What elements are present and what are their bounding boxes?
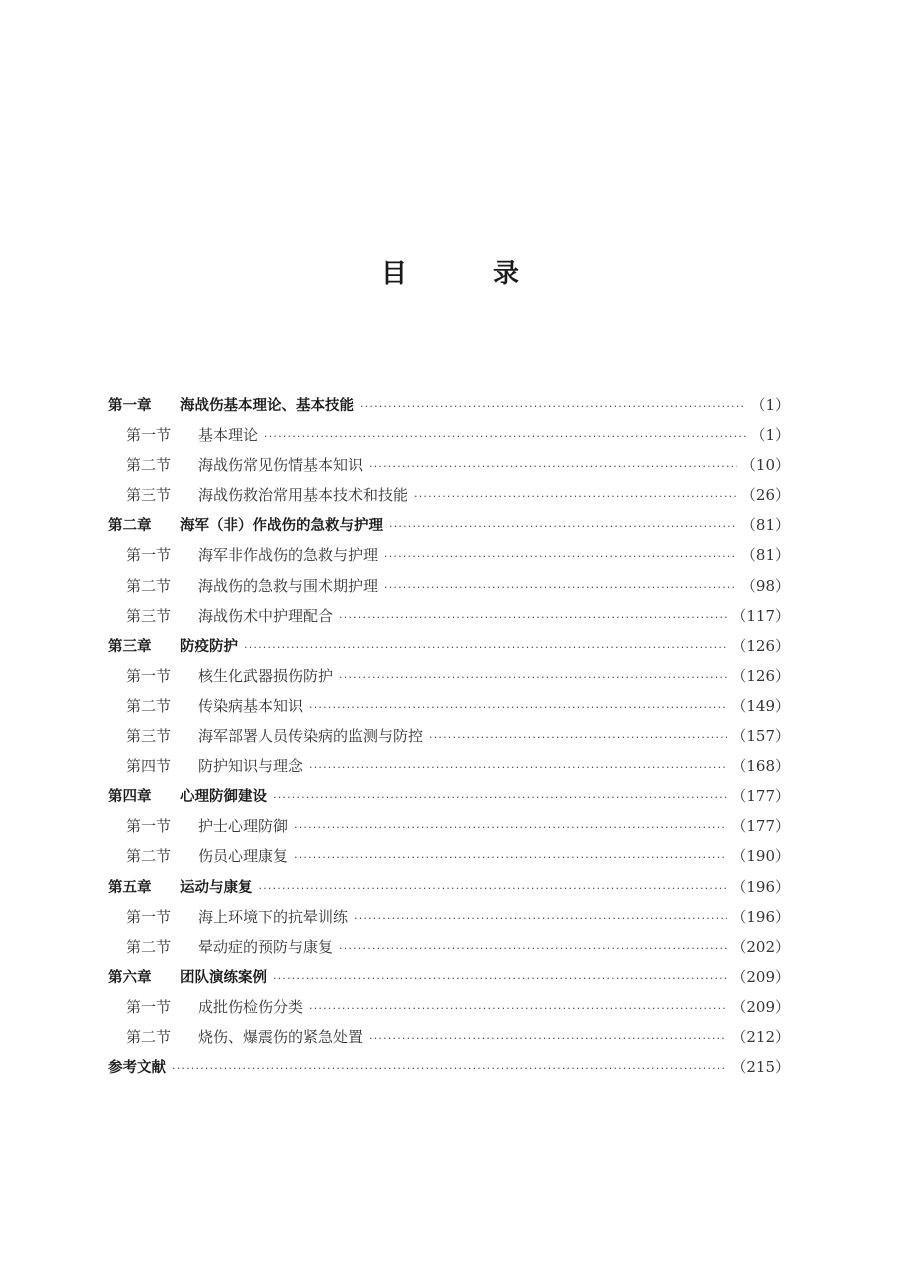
toc-chapter-entry[interactable] <box>108 781 790 811</box>
toc-entry-number: 第一节 <box>126 997 172 1016</box>
toc-leader-dots <box>273 964 727 994</box>
toc-leader-dots <box>339 934 727 964</box>
toc-entry-number: 第二节 <box>126 1027 172 1046</box>
toc-section-entry[interactable] <box>108 992 790 1022</box>
table-of-contents <box>108 390 790 1082</box>
toc-entry-number: 第一章 <box>108 398 152 414</box>
toc-entry-number: 第二节 <box>126 847 172 866</box>
toc-section-entry[interactable] <box>108 1022 790 1052</box>
toc-entry-title: 海军非作战伤的急救与护理 <box>198 546 379 565</box>
toc-entry-title: 护士心理防御 <box>198 817 289 836</box>
toc-entry-title: 传染病基本知识 <box>198 696 304 715</box>
toc-leader-dots <box>339 603 727 633</box>
toc-leader-dots <box>369 1024 727 1054</box>
toc-leader-dots <box>264 422 746 452</box>
toc-section-entry[interactable] <box>108 661 790 691</box>
toc-entry-title: 海战伤的急救与围术期护理 <box>198 576 379 595</box>
toc-entry-number: 第三章 <box>108 638 152 655</box>
toc-leader-dots <box>244 633 727 663</box>
toc-chapter-entry[interactable] <box>108 510 790 540</box>
toc-entry-page: （10） <box>740 456 790 475</box>
toc-section-entry[interactable] <box>108 751 790 781</box>
toc-entry-page: （209） <box>731 997 790 1016</box>
toc-section-entry[interactable] <box>108 932 790 962</box>
toc-entry-page: （202） <box>731 937 790 956</box>
toc-chapter-entry[interactable] <box>108 1052 790 1082</box>
toc-entry-title: 海军部署人员传染病的监测与防控 <box>198 727 424 746</box>
toc-leader-dots <box>309 693 727 723</box>
toc-entry-number: 第二节 <box>126 576 172 595</box>
toc-entry-page: （209） <box>731 967 790 986</box>
toc-section-entry[interactable] <box>108 450 790 480</box>
toc-entry-page: （168） <box>731 757 790 776</box>
toc-leader-dots <box>172 1054 727 1084</box>
toc-entry-title: 运动与康复 <box>180 879 253 896</box>
toc-entry-title: 海军（非）作战伤的急救与护理 <box>180 518 383 535</box>
toc-entry-number: 第三节 <box>126 727 172 746</box>
toc-entry-page: （26） <box>740 486 790 505</box>
toc-chapter-entry[interactable] <box>108 631 790 661</box>
toc-entry-number: 第一节 <box>126 426 172 445</box>
page-title: 目 录 <box>380 259 549 289</box>
toc-section-entry[interactable] <box>108 601 790 631</box>
toc-entry-number: 第一节 <box>126 666 172 685</box>
toc-entry-title: 伤员心理康复 <box>198 847 289 866</box>
toc-entry-page: （98） <box>740 576 790 595</box>
toc-leader-dots <box>354 904 727 934</box>
toc-entry-number: 第二节 <box>126 696 172 715</box>
toc-leader-dots <box>309 753 727 783</box>
toc-entry-title: 核生化武器损伤防护 <box>198 666 334 685</box>
toc-leader-dots <box>389 512 737 542</box>
toc-chapter-entry[interactable] <box>108 962 790 992</box>
toc-leader-dots <box>384 573 737 603</box>
toc-entry-number: 第一节 <box>126 546 172 565</box>
toc-entry-number: 第二节 <box>126 456 172 475</box>
toc-leader-dots <box>414 482 737 512</box>
toc-entry-title: 防疫防护 <box>180 638 238 655</box>
toc-entry-title: 心理防御建设 <box>180 789 267 806</box>
toc-entry-title: 晕动症的预防与康复 <box>198 937 334 956</box>
toc-entry-number: 第一节 <box>126 817 172 836</box>
toc-entry-title: 海战伤救治常用基本技术和技能 <box>198 486 409 505</box>
toc-entry-title: 团队演练案例 <box>180 969 267 986</box>
toc-entry-page: （81） <box>740 516 790 535</box>
toc-leader-dots <box>429 723 727 753</box>
toc-chapter-entry[interactable] <box>108 872 790 902</box>
toc-leader-dots <box>369 452 737 482</box>
toc-leader-dots <box>259 874 728 904</box>
toc-entry-page: （190） <box>731 847 790 866</box>
toc-entry-page: （177） <box>731 817 790 836</box>
toc-entry-page: （177） <box>731 787 790 806</box>
toc-entry-number: 第一节 <box>126 907 172 926</box>
toc-entry-number: 第三节 <box>126 606 172 625</box>
toc-entry-number: 第二章 <box>108 518 152 535</box>
toc-entry-page: （117） <box>731 606 790 625</box>
toc-section-entry[interactable] <box>108 841 790 871</box>
toc-entry-page: （126） <box>731 666 790 685</box>
toc-entry-number: 第四节 <box>126 757 172 776</box>
toc-entry-number: 第三节 <box>126 486 172 505</box>
toc-leader-dots <box>273 783 727 813</box>
toc-entry-title: 参考文献 <box>108 1060 166 1077</box>
toc-leader-dots <box>384 542 737 572</box>
toc-section-entry[interactable] <box>108 571 790 601</box>
toc-entry-page: （196） <box>731 877 790 896</box>
toc-leader-dots <box>360 392 746 422</box>
toc-entry-title: 海上环境下的抗晕训练 <box>198 907 349 926</box>
toc-entry-page: （212） <box>731 1027 790 1046</box>
toc-entry-title: 海战伤术中护理配合 <box>198 606 334 625</box>
toc-leader-dots <box>294 843 727 873</box>
toc-leader-dots <box>294 813 727 843</box>
toc-entry-page: （81） <box>740 546 790 565</box>
toc-section-entry[interactable] <box>108 420 790 450</box>
toc-section-entry[interactable] <box>108 691 790 721</box>
toc-entry-page: （149） <box>731 696 790 715</box>
toc-leader-dots <box>339 663 727 693</box>
toc-entry-page: （1） <box>750 426 790 445</box>
toc-entry-page: （157） <box>731 727 790 746</box>
toc-entry-number: 第五章 <box>108 879 152 896</box>
toc-section-entry[interactable] <box>108 540 790 570</box>
toc-entry-number: 第二节 <box>126 937 172 956</box>
toc-entry-title: 成批伤检伤分类 <box>198 997 304 1016</box>
toc-section-entry[interactable] <box>108 902 790 932</box>
toc-entry-page: （196） <box>731 907 790 926</box>
toc-leader-dots <box>309 994 727 1024</box>
toc-entry-page: （215） <box>731 1058 790 1077</box>
toc-section-entry[interactable] <box>108 480 790 510</box>
toc-section-entry[interactable] <box>108 811 790 841</box>
toc-entry-title: 防护知识与理念 <box>198 757 304 776</box>
toc-entry-title: 海战伤基本理论、基本技能 <box>180 398 354 414</box>
toc-entry-title: 海战伤常见伤情基本知识 <box>198 456 364 475</box>
toc-entry-title: 烧伤、爆震伤的紧急处置 <box>198 1027 364 1046</box>
toc-entry-number: 第六章 <box>108 969 152 986</box>
toc-entry-number: 第四章 <box>108 789 152 806</box>
toc-section-entry[interactable] <box>108 721 790 751</box>
toc-entry-title: 基本理论 <box>198 426 259 445</box>
toc-entry-page: （126） <box>731 636 790 655</box>
toc-chapter-entry[interactable] <box>108 390 790 420</box>
toc-entry-page: （1） <box>750 396 790 414</box>
